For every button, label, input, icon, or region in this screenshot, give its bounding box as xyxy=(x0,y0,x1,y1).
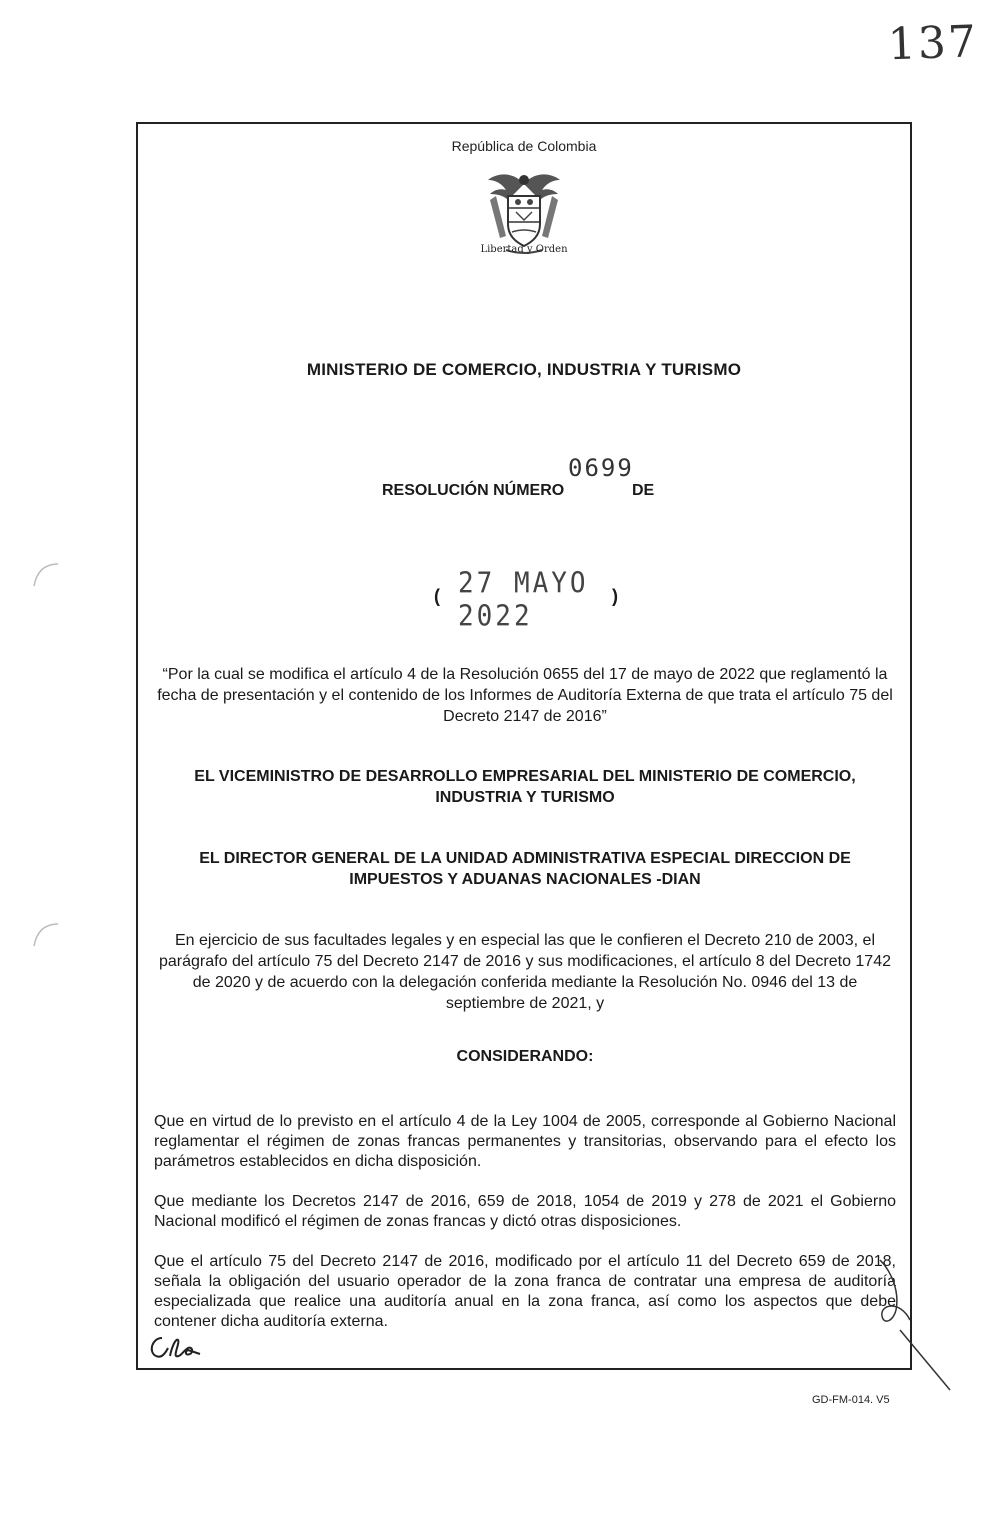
considering-paragraph: Que en virtud de lo previsto en el artículo 4 de la Ley 1004 de 2005, corresponde al Gobierno Nacional reglamentar el régimen de zonas francas permanentes y transitorias, observando para el efecto los parámetros establecidos en dicha disposición. xyxy=(154,1113,896,1170)
resolution-date-line xyxy=(434,567,634,633)
resolution-subject: “Por la cual se modifica el artículo 4 de la Resolución 0655 del 17 de mayo de 2022 que reglamentó la fecha de presentación y el contenido de los Informes de Auditoría Externa de que trata el artículo 75 del Decreto 2147 de 2016” xyxy=(157,666,893,725)
resolution-date-stamp: 27 MAYO 2022 xyxy=(458,567,589,633)
motto: Libertad y Orden xyxy=(480,244,568,255)
resolution-number-stamp: 0699 xyxy=(568,454,634,482)
considering-paragraph: Que mediante los Decretos 2147 de 2016, 659 de 2018, 1054 de 2019 y 278 de 2021 el Gobierno Nacional modificó el régimen de zonas francas y dictó otras disposiciones. xyxy=(154,1193,896,1230)
punch-hole-mark-bottom xyxy=(30,920,60,950)
legal-powers-paragraph: En ejercicio de sus facultades legales y en especial las que le confieren el Decreto 210 de 2003, el parágrafo del artículo 75 del Decreto 2147 de 2016 y sus modificaciones, el artículo 8 del Decreto 1742 de 2020 y de acuerdo con la delegación conferida mediante la Resolución No. 0946 del 13 de septiembre de 2021, y xyxy=(159,932,891,1012)
date-paren-close: ) xyxy=(612,586,618,606)
republic-heading: República de Colombia xyxy=(451,138,597,154)
director-heading: EL DIRECTOR GENERAL DE LA UNIDAD ADMINISTRATIVA ESPECIAL DIRECCION DE IMPUESTOS Y ADUANAS NACIONALES -DIAN xyxy=(199,850,851,888)
resolution-de: DE xyxy=(632,482,655,499)
resolution-label: RESOLUCIÓN NÚMERO xyxy=(382,482,565,499)
handwritten-page-number: 137 xyxy=(886,16,979,71)
date-paren-open: ( xyxy=(434,586,440,606)
form-code: GD-FM-014. V5 xyxy=(812,1394,890,1406)
ministry-heading: MINISTERIO DE COMERCIO, INDUSTRIA Y TURISMO xyxy=(306,360,742,379)
vice-minister-heading: EL VICEMINISTRO DE DESARROLLO EMPRESARIAL DEL MINISTERIO DE COMERCIO, INDUSTRIA Y TURISMO xyxy=(194,768,856,806)
considering-heading: CONSIDERANDO: xyxy=(456,1048,594,1065)
handwritten-initials xyxy=(144,1332,204,1362)
considering-paragraph: Que el artículo 75 del Decreto 2147 de 2016, modificado por el artículo 11 del Decreto 659 de 2018, señala la obligación del usuario operador de la zona franca de contratar una empresa de auditoría especializada que realice una auditoría anual en la zona franca, así como los aspectos que debe contener dicha auditoría externa. xyxy=(154,1253,896,1330)
resolution-line xyxy=(138,482,910,502)
document-frame xyxy=(136,122,912,1370)
handwritten-signature xyxy=(860,1250,960,1400)
punch-hole-mark-top xyxy=(30,560,60,590)
